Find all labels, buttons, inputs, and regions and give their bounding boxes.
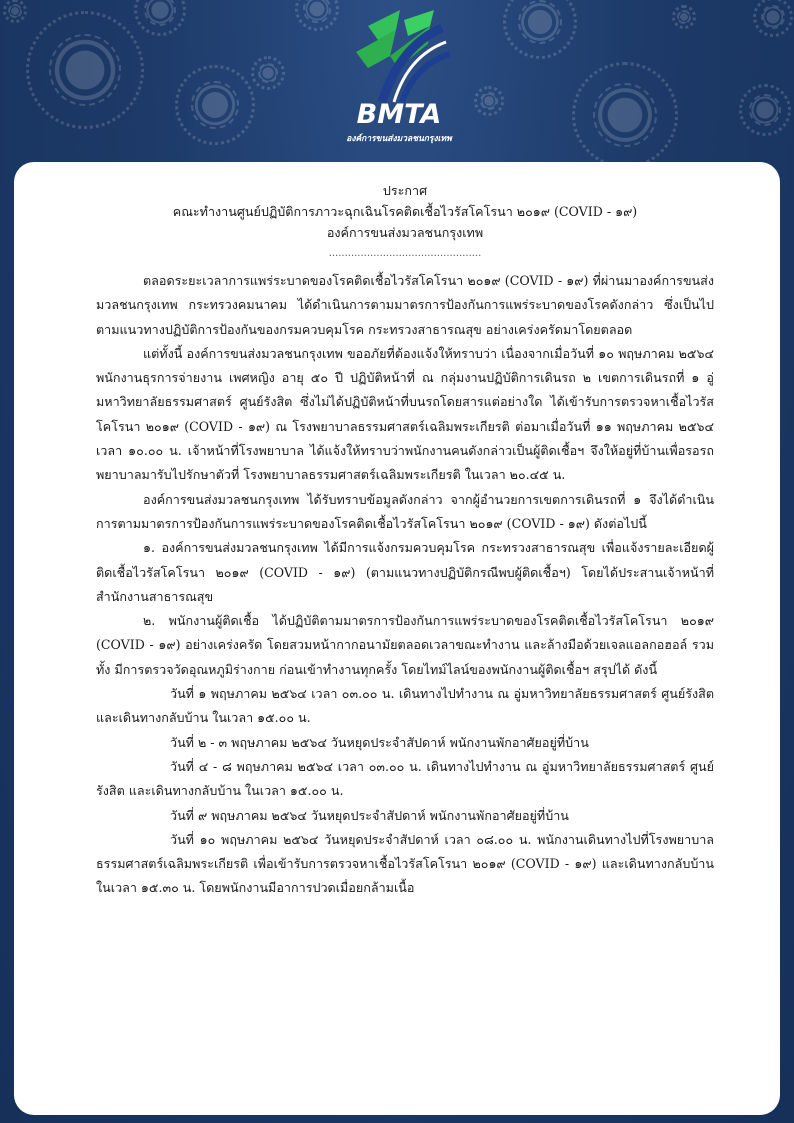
announcement-paper (14, 162, 780, 1115)
announcement-heading: ประกาศ (382, 183, 428, 198)
committee-heading: คณะทำงานศูนย์ปฏิบัติการภาวะฉุกเฉินโรคติดเชื้อไวรัสโคโรนา ๒๐๑๙ (COVID - ๑๙) (172, 204, 638, 219)
brand-subtitle: องค์การขนส่งมวลชนกรุงเทพ (346, 134, 452, 144)
timeline-item: วันที่ ๔ - ๘ พฤษภาคม ๒๕๖๔ เวลา ๐๓.๐๐ น. เดินทางไปทำงาน ณ อู่มหาวิทยาลัยธรรมศาสตร์ ศูนย์รังสิต และเดินทางกลับบ้าน ในเวลา ๑๕.๐๐ น. (96, 758, 714, 799)
virus-decoration-icon (300, 0, 334, 26)
virus-decoration-icon (745, 90, 785, 130)
virus-decoration-icon (6, 2, 24, 20)
brand-name: BMTA (356, 99, 442, 130)
paragraph: แต่ทั้งนี้ องค์การขนส่งมวลชนกรุงเทพ ขออภัยที่ต้องแจ้งให้ทราบว่า เนื่องจากเมื่อวันที่ ๑๐ พฤษภาคม ๒๕๖๔ พนักงานธุรการจ่ายงาน เพศหญิง อายุ ๕๐ ปี ปฏิบัติหน้าที่ ณ กลุ่มงานปฏิบัติการเดินรถ ๒ เขตการเดินรถที่ ๑ อู่มหาวิทยาลัยธรรมศาสตร์ ศูนย์รังสิต ซึ่งไม่ได้ปฏิบัติหน้าที่บนรถโดยสารแต่อย่างใด ได้เข้ารับการตรวจหาเชื้อไวรัสโคโรนา ๒๐๑๙ (COVID - ๑๙) ณ โรงพยาบาลธรรมศาสตร์เฉลิมพระเกียรติ ต่อมาเมื่อวันที่ ๑๑ พฤษภาคม ๒๕๖๔ เวลา ๑๐.๐๐ น. เจ้าหน้าที่โรงพยาบาล ได้แจ้งให้ทราบว่าพนักงานคนดังกล่าวเป็นผู้ติดเชื้อฯ จึงให้อยู่ที่บ้านเพื่อรอรถพยาบาลมารับไปรักษาตัวที่ โรงพยาบาลธรรมศาสตร์เฉลิมพระเกียรติ ในเวลา ๒๐.๔๕ น. (96, 345, 714, 483)
paragraph: ตลอดระยะเวลาการแพร่ระบาดของโรคติดเชื้อไวรัสโคโรนา ๒๐๑๙ (COVID - ๑๙) ที่ผ่านมาองค์การขนส่งมวลชนกรุงเทพ กระทรวงคมนาคม ได้ดำเนินการตามมาตรการป้องกันการแพร่ระบาดของโรคดังกล่าว ซึ่งเป็นไปตามแนวทางปฏิบัติการป้องกันของกรมควบคุมโรค กระทรวงสาธารณสุข อย่างเคร่งครัดมาโดยตลอด (96, 273, 714, 337)
virus-decoration-icon (585, 75, 665, 155)
timeline-item: วันที่ ๒ - ๓ พฤษภาคม ๒๕๖๔ วันหยุดประจำสัปดาห์ พนักงานพักอาศัยอยู่ที่บ้าน (170, 734, 589, 750)
virus-decoration-icon (512, 0, 568, 50)
paragraph: ๒. พนักงานผู้ติดเชื้อ ได้ปฏิบัติตามมาตรการป้องกันการแพร่ระบาดของโรคติดเชื้อไวรัสโคโรนา ๒๐๑๙ (COVID - ๑๙) อย่างเคร่งครัด โดยสวมหน้ากากอนามัยตลอดเวลาขณะทำงาน และล้างมือด้วยเจลแอลกอฮอล์ รวมทั้ง มีการตรวจวัดอุณหภูมิร่างกาย ก่อนเข้าทำงานทุกครั้ง โดยไทม์ไลน์ของพนักงานผู้ติดเชื้อฯ สรุปได้ ดังนี้ (96, 613, 714, 677)
virus-decoration-icon (675, 8, 693, 26)
virus-decoration-icon (185, 75, 245, 135)
paragraph: ๑. องค์การขนส่งมวลชนกรุงเทพ ได้มีการแจ้งกรมควบคุมโรค กระทรวงสาธารณสุข เพื่อแจ้งรายละเอียดผู้ติดเชื้อไวรัสโคโรนา ๒๐๑๙ (COVID - ๑๙) (ตามแนวทางปฏิบัติกรณีพบผู้ติดเชื้อฯ) โดยได้ประสานเจ้าหน้าที่สำนักงานสาธารณสุข (96, 540, 714, 604)
announcement-content (96, 180, 714, 901)
virus-decoration-icon (758, 2, 788, 32)
virus-decoration-icon (40, 25, 130, 115)
organization-heading: องค์การขนส่งมวลชนกรุงเทพ (326, 225, 484, 240)
timeline-item: วันที่ ๑ พฤษภาคม ๒๕๖๔ เวลา ๐๓.๐๐ น. เดินทางไปทำงาน ณ อู่มหาวิทยาลัยธรรมศาสตร์ ศูนย์รังสิต และเดินทางกลับบ้าน ในเวลา ๑๕.๐๐ น. (96, 686, 714, 726)
separator: ................................................ (328, 248, 482, 259)
virus-decoration-icon (140, 0, 180, 30)
timeline-item: วันที่ ๙ พฤษภาคม ๒๕๖๔ วันหยุดประจำสัปดาห์ พนักงานพักอาศัยอยู่ที่บ้าน (170, 807, 569, 823)
paragraph: องค์การขนส่งมวลชนกรุงเทพ ได้รับทราบข้อมูลดังกล่าว จากผู้อำนวยการเขตการเดินรถที่ ๑ จึงได้ดำเนินการตามมาตรการป้องกันการแพร่ระบาดของโรคติดเชื้อไวรัสโคโรนา ๒๐๑๙ (COVID - ๑๙) ดังต่อไปนี้ (96, 491, 714, 531)
timeline-item: วันที่ ๑๐ พฤษภาคม ๒๕๖๔ วันหยุดประจำสัปดาห์ เวลา ๐๘.๐๐ น. พนักงานเดินทางไปที่โรงพยาบาลธรรมศาสตร์เฉลิมพระเกียรติ เพื่อเข้ารับการตรวจหาเชื้อไวรัสโคโรนา ๒๐๑๙ (COVID - ๑๙) และเดินทางกลับบ้าน ในเวลา ๑๕.๓๐ น. โดยพนักงานมีอาการปวดเมื่อยกล้ามเนื้อ (96, 831, 714, 896)
virus-decoration-icon (255, 60, 281, 86)
virus-decoration-icon (478, 90, 500, 112)
